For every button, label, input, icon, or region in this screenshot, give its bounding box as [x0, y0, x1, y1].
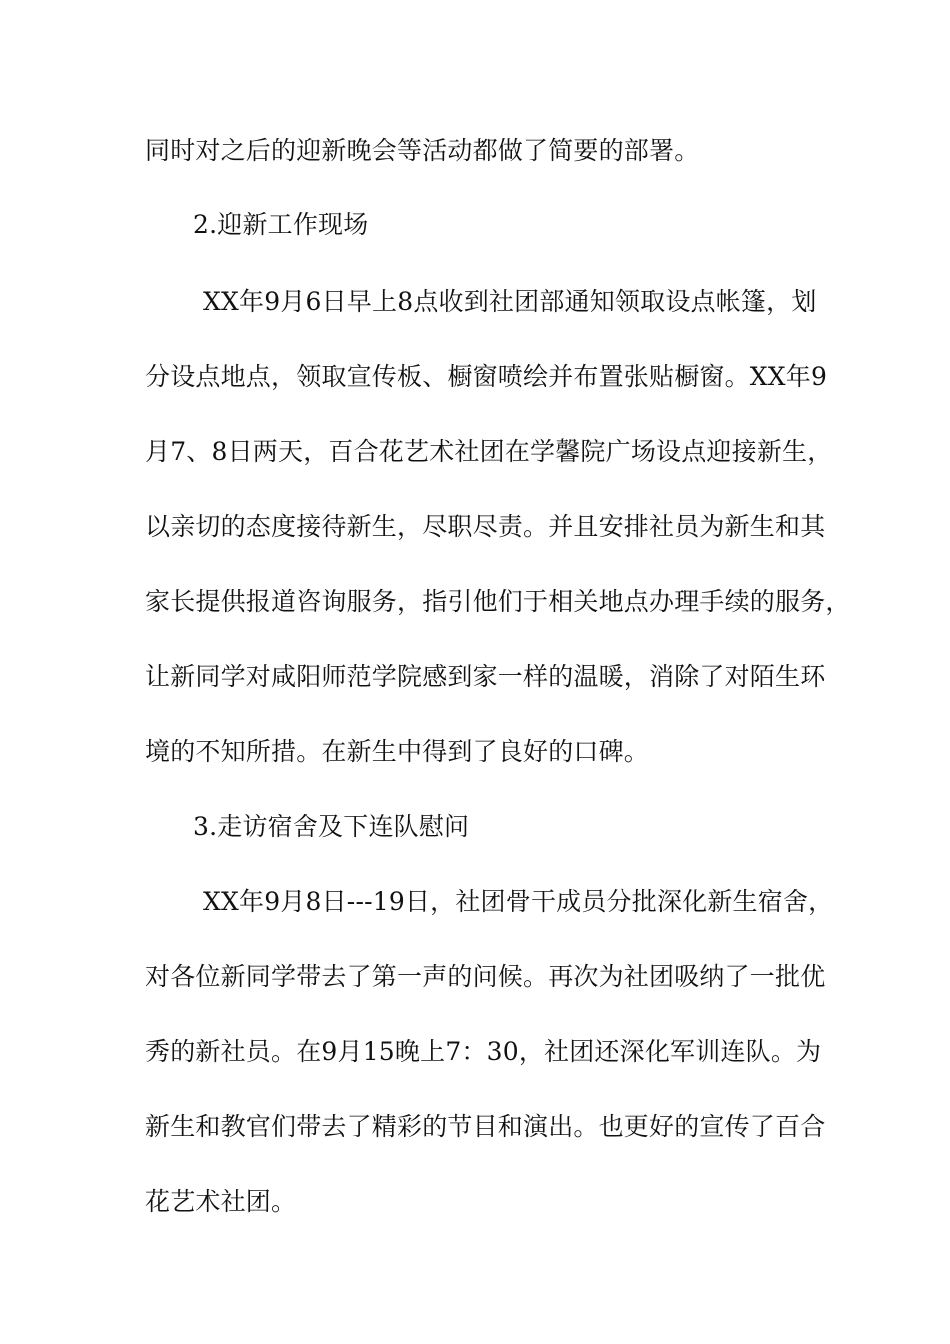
text-line: XX年9月8日---19日，社团骨干成员分批深化新生宿舍，	[203, 887, 834, 916]
text-line: 境的不知所措。在新生中得到了良好的口碑。	[145, 737, 650, 766]
text-line: 分设点地点，领取宣传板、橱窗喷绘并布置张贴橱窗。XX年9	[145, 362, 828, 391]
section-heading: 2.迎新工作现场	[193, 210, 369, 239]
text-line: 新生和教官们带去了精彩的节目和演出。也更好的宣传了百合	[145, 1112, 826, 1141]
text-line: 秀的新社员。在9月15晚上7：30，社团还深化军训连队。为	[145, 1037, 822, 1066]
text-line: 月7、8日两天，百合花艺术社团在学馨院广场设点迎接新生，	[145, 437, 833, 466]
text-line: 以亲切的态度接待新生，尽职尽责。并且安排社员为新生和其	[145, 512, 826, 541]
text-line: 家长提供报道咨询服务，指引他们于相关地点办理手续的服务，	[145, 587, 851, 616]
section-heading: 3.走访宿舍及下连队慰问	[193, 812, 470, 841]
text-line: 让新同学对咸阳师范学院感到家一样的温暖，消除了对陌生环	[145, 662, 826, 691]
text-line: 花艺术社团。	[145, 1187, 297, 1216]
text-line: XX年9月6日早上8点收到社团部通知领取设点帐篷，划	[203, 287, 817, 316]
text-line: 对各位新同学带去了第一声的问候。再次为社团吸纳了一批优	[145, 962, 826, 991]
text-line: 同时对之后的迎新晚会等活动都做了简要的部署。	[145, 136, 700, 165]
